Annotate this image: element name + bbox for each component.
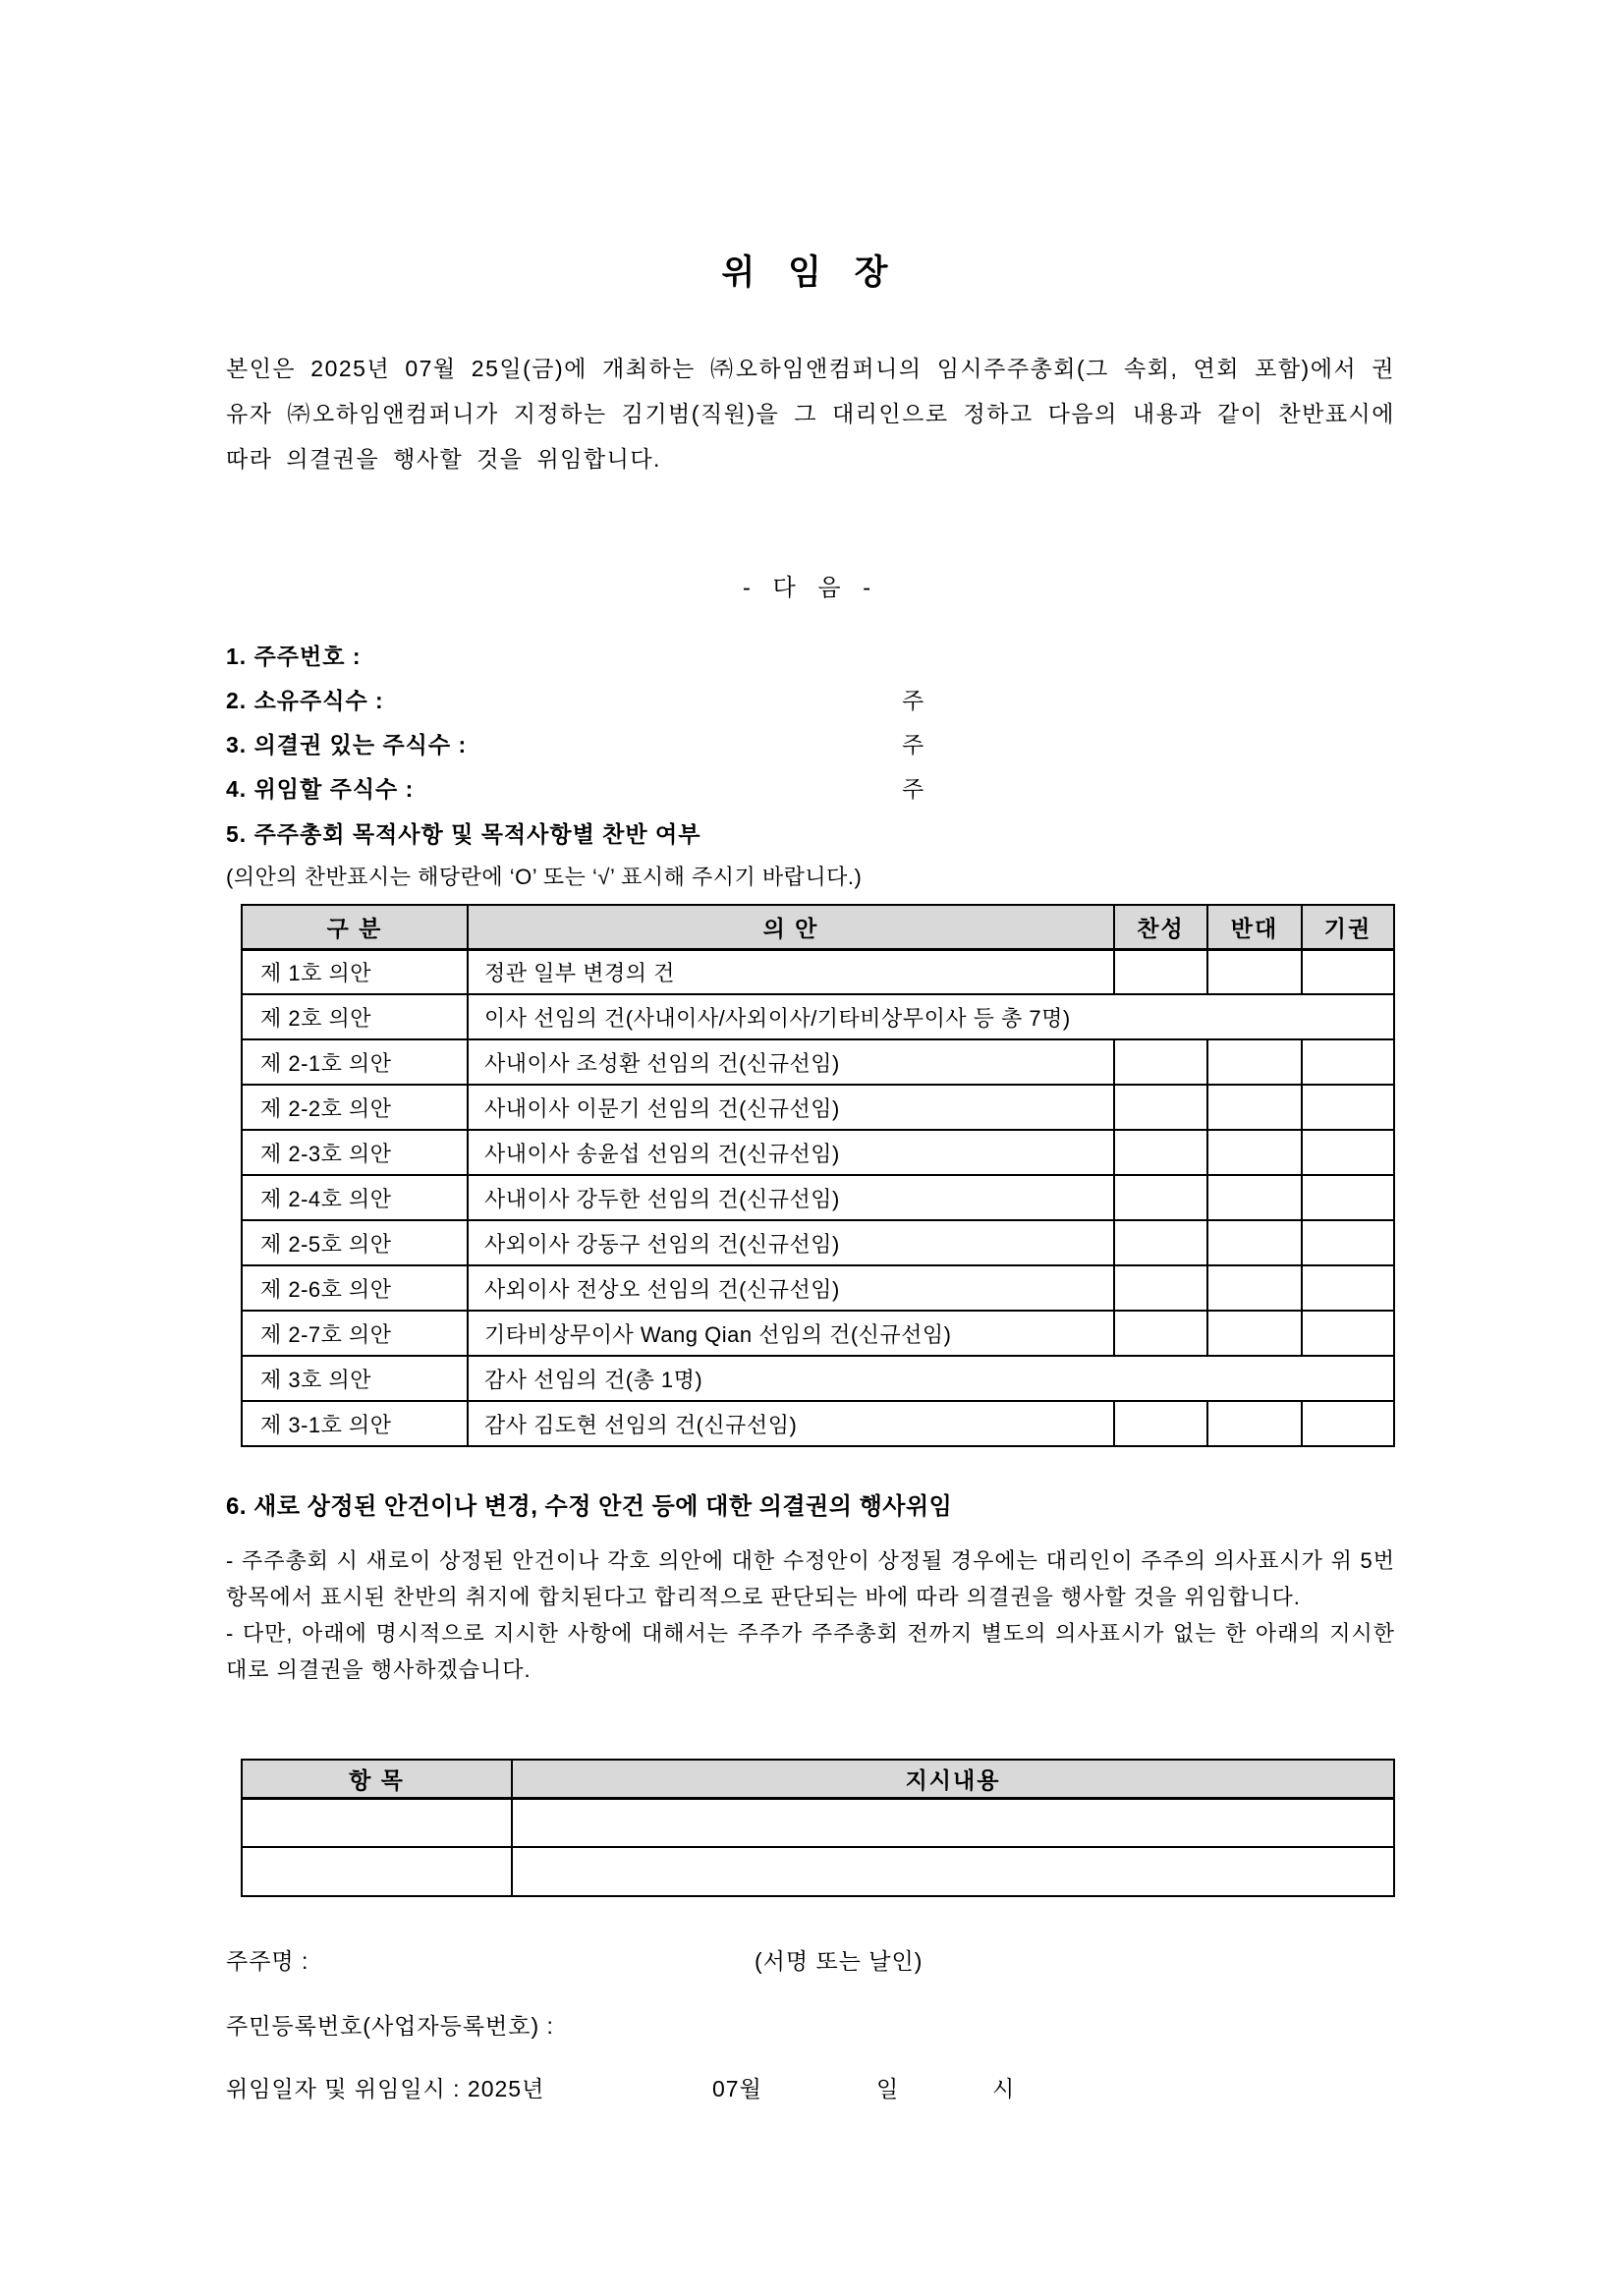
agenda-item-cell: 사외이사 전상오 선임의 건(신규선임)	[468, 1265, 1114, 1311]
agenda-table-row	[242, 1220, 1394, 1265]
agenda-category-cell: 제 2-2호 의안	[242, 1085, 468, 1130]
agenda-item-cell: 감사 김도현 선임의 건(신규선임)	[468, 1401, 1114, 1446]
oppose-cell	[1207, 1311, 1302, 1356]
agenda-table-row	[242, 1401, 1394, 1446]
agenda-table-row	[242, 1356, 1394, 1401]
abstain-cell	[1302, 1039, 1394, 1085]
abstain-cell	[1302, 949, 1394, 994]
section5-note: (의안의 찬반표시는 해당란에 ‘O’ 또는 ‘√’ 표시해 주시기 바랍니다.)	[226, 865, 863, 889]
header-item: 항 목	[242, 1760, 512, 1798]
shareholder-name-label: 주주명 :	[226, 1948, 309, 1974]
field-label: 1. 주주번호 :	[226, 644, 362, 669]
agenda-table-body	[242, 949, 1394, 1446]
abstain-cell	[1302, 1220, 1394, 1265]
instruction-item-cell	[242, 1798, 512, 1847]
agenda-item-cell: 사내이사 강두한 선임의 건(신규선임)	[468, 1175, 1114, 1220]
field-unit: 주	[902, 776, 925, 802]
field-shareholder-number	[226, 639, 1395, 671]
document-content	[226, 0, 1395, 2296]
delegation-date-prefix: 위임일자 및 위임일시 : 2025년	[226, 2076, 545, 2101]
agenda-item-cell: 감사 선임의 건(총 1명)	[468, 1356, 1394, 1401]
instruction-table	[241, 1759, 1395, 1897]
section6-body	[226, 1542, 1395, 1688]
instruction-table-row	[242, 1847, 1394, 1896]
abstain-cell	[1302, 1311, 1394, 1356]
agree-cell	[1114, 949, 1207, 994]
agenda-table-row	[242, 994, 1394, 1039]
header-category: 구 분	[242, 905, 468, 949]
registration-number-label: 주민등록번호(사업자등록번호) :	[226, 2013, 554, 2039]
field-unit: 주	[902, 732, 925, 757]
daum-divider: - 다 음 -	[742, 575, 879, 601]
instruction-content-cell	[512, 1798, 1394, 1847]
oppose-cell	[1207, 1085, 1302, 1130]
field-label: 4. 위임할 주식수 :	[226, 776, 415, 802]
agree-cell	[1114, 1039, 1207, 1085]
agenda-table	[241, 904, 1395, 1447]
agree-cell	[1114, 1085, 1207, 1130]
agenda-table-row	[242, 1130, 1394, 1175]
agenda-table-row	[242, 949, 1394, 994]
agree-cell	[1114, 1265, 1207, 1311]
delegation-day: 일	[876, 2076, 900, 2101]
abstain-cell	[1302, 1085, 1394, 1130]
agenda-item-cell: 기타비상무이사 Wang Qian 선임의 건(신규선임)	[468, 1311, 1114, 1356]
agenda-item-cell: 사내이사 송윤섭 선임의 건(신규선임)	[468, 1130, 1114, 1175]
agenda-table-row	[242, 1265, 1394, 1311]
registration-number-line	[226, 2008, 1395, 2041]
section6-heading: 6. 새로 상정된 안건이나 변경, 수정 안건 등에 대한 의결권의 행사위임	[226, 1493, 953, 1520]
agenda-category-cell: 제 2-1호 의안	[242, 1039, 468, 1085]
field-delegated-shares	[226, 771, 1395, 804]
header-agree: 찬성	[1114, 905, 1207, 949]
header-instruction: 지시내용	[512, 1760, 1394, 1798]
agenda-table-row	[242, 1039, 1394, 1085]
agenda-category-cell: 제 2-3호 의안	[242, 1130, 468, 1175]
delegation-date-line	[226, 2071, 1395, 2103]
delegation-hour: 시	[992, 2076, 1016, 2101]
agree-cell	[1114, 1401, 1207, 1446]
agenda-table-row	[242, 1175, 1394, 1220]
abstain-cell	[1302, 1130, 1394, 1175]
agenda-category-cell: 제 2-5호 의안	[242, 1220, 468, 1265]
delegation-month: 07월	[712, 2076, 762, 2101]
agenda-category-cell: 제 2-6호 의안	[242, 1265, 468, 1311]
section6-paragraph-2: - 다만, 아래에 명시적으로 지시한 사항에 대해서는 주주가 주주총회 전까지 별도의 의사표시가 없는 한 아래의 지시한 대로 의결권을 행사하겠습니다.	[226, 1621, 1395, 1682]
agree-cell	[1114, 1220, 1207, 1265]
agenda-category-cell: 제 2호 의안	[242, 994, 468, 1039]
agree-cell	[1114, 1311, 1207, 1356]
agenda-item-cell: 사외이사 강동구 선임의 건(신규선임)	[468, 1220, 1114, 1265]
instruction-table-header	[242, 1760, 1394, 1798]
field-unit: 주	[902, 688, 925, 713]
header-agenda: 의 안	[468, 905, 1114, 949]
header-oppose: 반대	[1207, 905, 1302, 949]
abstain-cell	[1302, 1175, 1394, 1220]
agenda-table-header	[242, 905, 1394, 949]
agenda-category-cell: 제 2-7호 의안	[242, 1311, 468, 1356]
sign-or-seal-note: (서명 또는 날인)	[755, 1948, 924, 1974]
agenda-table-row	[242, 1311, 1394, 1356]
agenda-item-cell: 정관 일부 변경의 건	[468, 949, 1114, 994]
oppose-cell	[1207, 1220, 1302, 1265]
instruction-table-body	[242, 1798, 1394, 1896]
agenda-item-cell: 사내이사 조성환 선임의 건(신규선임)	[468, 1039, 1114, 1085]
instruction-content-cell	[512, 1847, 1394, 1896]
oppose-cell	[1207, 1401, 1302, 1446]
instruction-table-row	[242, 1798, 1394, 1847]
oppose-cell	[1207, 1175, 1302, 1220]
agenda-category-cell: 제 3호 의안	[242, 1356, 468, 1401]
instruction-item-cell	[242, 1847, 512, 1896]
abstain-cell	[1302, 1401, 1394, 1446]
agenda-table-row	[242, 1085, 1394, 1130]
field-label: 3. 의결권 있는 주식수 :	[226, 732, 468, 757]
field-label: 2. 소유주식수 :	[226, 688, 384, 713]
agree-cell	[1114, 1175, 1207, 1220]
section6-paragraph-1: - 주주총회 시 새로이 상정된 안건이나 각호 의안에 대한 수정안이 상정될 경우에는 대리인이 주주의 의사표시가 위 5번 항목에서 표시된 찬반의 취지에 합치된다고 합리적으로 판단되는 바에 따라 의결권을 행사할 것을 위임합니다.	[226, 1548, 1395, 1609]
field-voting-shares	[226, 727, 1395, 759]
agenda-category-cell: 제 2-4호 의안	[242, 1175, 468, 1220]
shareholder-name-line	[226, 1943, 1395, 1976]
agenda-category-cell: 제 1호 의안	[242, 949, 468, 994]
document-title: 위 임 장	[721, 253, 900, 292]
section5-heading: 5. 주주총회 목적사항 및 목적사항별 찬반 여부	[226, 821, 701, 847]
agenda-item-cell: 사내이사 이문기 선임의 건(신규선임)	[468, 1085, 1114, 1130]
oppose-cell	[1207, 1130, 1302, 1175]
oppose-cell	[1207, 1265, 1302, 1311]
field-owned-shares	[226, 683, 1395, 715]
agenda-item-cell: 이사 선임의 건(사내이사/사외이사/기타비상무이사 등 총 7명)	[468, 994, 1394, 1039]
header-abstain: 기권	[1302, 905, 1394, 949]
agree-cell	[1114, 1130, 1207, 1175]
oppose-cell	[1207, 949, 1302, 994]
abstain-cell	[1302, 1265, 1394, 1311]
intro-paragraph: 본인은 2025년 07월 25일(금)에 개최하는 ㈜오하임앤컴퍼니의 임시주주총회(그 속회, 연회 포함)에서 권유자 ㈜오하임앤컴퍼니가 지정하는 김기범(직원)을 그 대리인으로 정하고 다음의 내용과 같이 찬반표시에 따라 의결권을 행사할 것을 위임합니다.	[226, 356, 1395, 472]
oppose-cell	[1207, 1039, 1302, 1085]
agenda-category-cell: 제 3-1호 의안	[242, 1401, 468, 1446]
